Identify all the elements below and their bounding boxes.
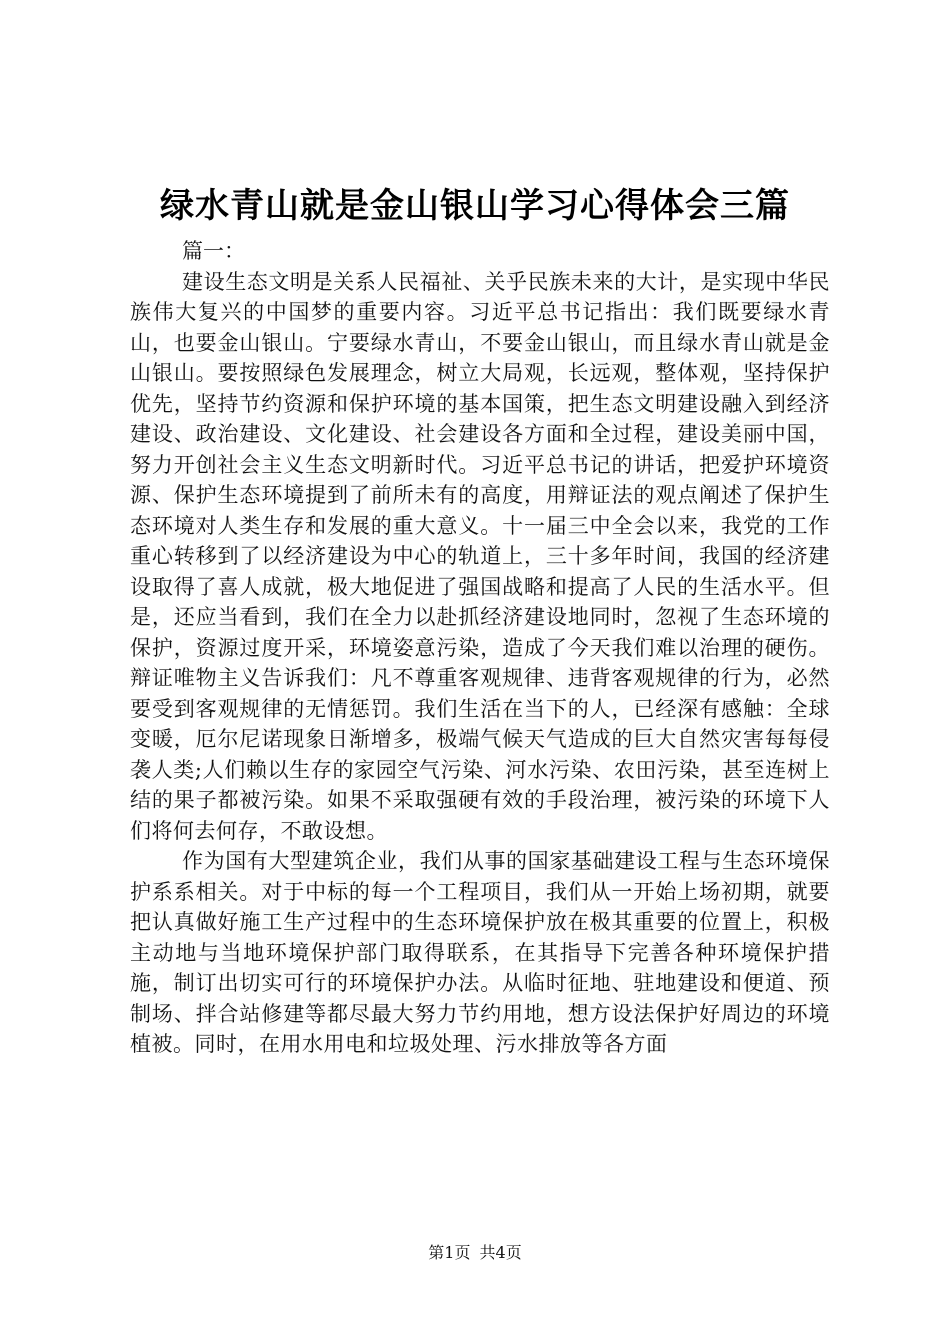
page-number: 第1页 [428,1243,471,1262]
page-total: 共4页 [479,1243,522,1262]
paragraph-2: 作为国有大型建筑企业，我们从事的国家基础建设工程与生态环境保护系系相关。对于中标的每一个工程项目，我们从一开始上场初期，就要把认真做好施工生产过程中的生态环境保护放在极其重要的位置上，积极主动地与当地环境保护部门取得联系，在其指导下完善各种环境保护措施，制订出切实可行的环境保护办法。从临时征地、驻地建设和便道、预制场、拌合站修建等都尽最大努力节约用地，想方设法保护好周边的环境植被。同时，在用水用电和垃圾处理、污水排放等各方面 [130,849,830,1056]
paragraph-1: 建设生态文明是关系人民福祉、关乎民族未来的大计，是实现中华民族伟大复兴的中国梦的重要内容。习近平总书记指出：我们既要绿水青山，也要金山银山。宁要绿水青山，不要金山银山，而且绿水青山就是金山银山。要按照绿色发展理念，树立大局观，长远观，整体观，坚持保护优先，坚持节约资源和保护环境的基本国策，把生态文明建设融入到经济建设、政治建设、文化建设、社会建设各方面和全过程，建设美丽中国，努力开创社会主义生态文明新时代。习近平总书记的讲话，把爱护环境资源、保护生态环境提到了前所未有的高度，用辩证法的观点阐述了保护生态环境对人类生存和发展的重大意义。十一届三中全会以来，我党的工作重心转移到了以经济建设为中心的轨道上，三十多年时间，我国的经济建设取得了喜人成就，极大地促进了强国战略和提高了人民的生活水平。但是，还应当看到，我们在全力以赴抓经济建设地同时，忽视了生态环境的保护，资源过度开采，环境姿意污染，造成了今天我们难以治理的硬伤。辩证唯物主义告诉我们：凡不尊重客观规律、违背客观规律的行为，必然要受到客观规律的无情惩罚。我们生活在当下的人，已经深有感触：全球变暖，厄尔尼诺现象日渐增多，极端气候天气造成的巨大自然灾害每每侵袭人类;人们赖以生存的家园空气污染、河水污染、农田污染，甚至连树上结的果子都被污染。如果不采取强硬有效的手段治理，被污染的环境下人们将何去何存，不敢设想。 [130,269,830,843]
document-title: 绿水青山就是金山银山学习心得体会三篇 [160,186,790,226]
page-footer [0,1242,950,1264]
section-heading: 篇一： [182,239,245,263]
document-body [130,236,830,1060]
